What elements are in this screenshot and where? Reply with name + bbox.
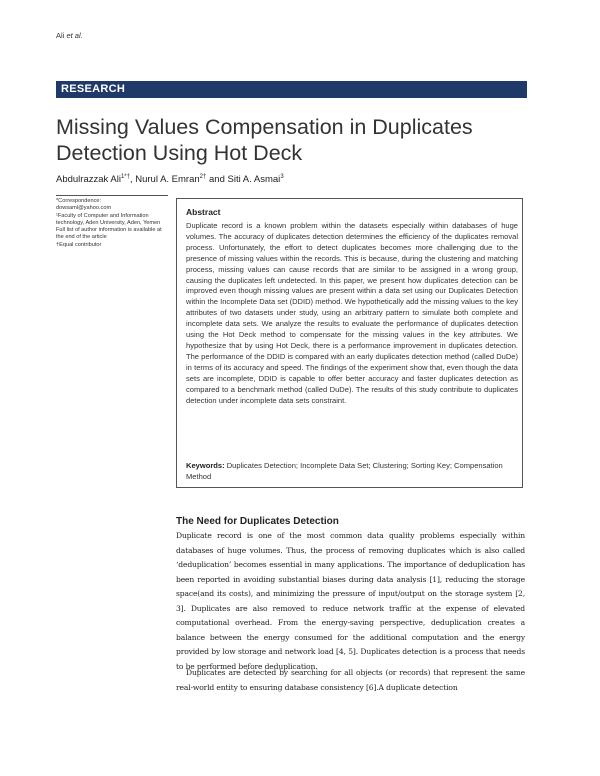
sidenote-rule	[56, 195, 168, 196]
author-affiliation-mark: 2†	[199, 174, 207, 180]
body-paragraph: Duplicates are detected by searching for all objects (or records) that represent the same real-world entity to ensuring database consistency [6].A duplicate detection	[176, 668, 525, 692]
author-affiliation-mark: 1*†	[120, 174, 130, 180]
abstract-text: Duplicate record is a known problem within the datasets especially within databases of huge volumes. The accuracy of duplicates detection determines the efficiency of the duplicates removal process. Unfortunately, the effort to detect duplicates becomes more challenging due to the presence of missing values within the records. This is because, during the clustering and matching process, missing values can cause records that are similar to be assigned in a wrong group, causing the duplicates left undetected. In this paper, we present how duplicates detection can be improved even though missing values are present within a data set using our Duplicates Detection within the Incomplete Data set (DDID) method. We hypothetically add the missing values to the key attributes of two datasets under study, using an arbitrary pattern to simulate both complete and incomplete data sets. We analyze the results to evaluate the performance of duplicates detection using the Hot Deck method to compensate for the missing values in the key attributes. We hypothesize that by using Hot Deck, there is a performance improvement in duplicates detection. The performance of the DDID is compared with an early duplicates detection method (called DuDe) in terms of its accuracy and speed. The findings of the experiment show that, even though the data sets are incomplete, DDID is capable to offer better accuracy and faster duplicates detection as compared to a benchmark method (called DuDe). The results of this study contribute to duplicates detection under incomplete data sets constraint.	[186, 221, 518, 405]
affiliation-note: ¹Faculty of Computer and Information technology, Aden University, Aden, Yemen	[56, 212, 161, 226]
author-separator: and	[206, 174, 228, 186]
equal-contributor-note: †Equal contributor	[56, 241, 102, 248]
author-affiliation-mark: 3	[280, 174, 284, 180]
author-name: Abdulrazzak Ali	[56, 174, 121, 186]
body-paragraph: Duplicate record is one of the most common data quality problems especially within databases of huge volumes. Thus, the process of removing duplicates which is also called ‘deduplication’ becomes essential in many applications. The importance of deduplication has been reported in avoiding substantial biases during data analysis [1], reducing the storage space(and its costs), and minimizing the pressure of input/output on the storage system [2, 3]. Duplicates are also removed to reduce network traffic at the expense of elevated computational overhead. From the energy-saving perspective, deduplication creates a balance between the energy consumed for the additional computation and the energy provided by low storage and network load [4, 5]. Duplicates detection is a process that needs to be performed before deduplication.	[176, 531, 525, 671]
abstract-heading: Abstract	[186, 207, 221, 217]
full-author-info-note: Full list of author information is available at the end of the article	[56, 227, 162, 241]
keywords-list: Duplicates Detection; Incomplete Data Set; Clustering; Sorting Key; Compensation Method	[186, 461, 503, 481]
paper-title: Missing Values Compensation in Duplicates Detection Using Hot Deck	[56, 115, 473, 165]
running-head-author: Ali	[56, 31, 65, 40]
author-name: Nurul A. Emran	[135, 174, 200, 186]
section-heading: The Need for Duplicates Detection	[176, 516, 339, 527]
correspondence-email[interactable]: dowsaml@yahoo.com	[56, 205, 112, 212]
correspondence-label: *Correspondence:	[56, 198, 102, 204]
running-head	[56, 31, 83, 40]
section-label: RESEARCH	[61, 83, 126, 95]
author-separator: ,	[129, 174, 136, 186]
author-sidenote	[56, 198, 168, 249]
author-list	[56, 174, 284, 185]
abstract-box	[176, 198, 523, 488]
keywords-label: Keywords:	[186, 461, 225, 470]
section-banner	[56, 81, 527, 98]
keywords	[186, 461, 518, 483]
running-head-etal: et al.	[66, 31, 83, 40]
author-name: Siti A. Asmai	[227, 174, 281, 186]
